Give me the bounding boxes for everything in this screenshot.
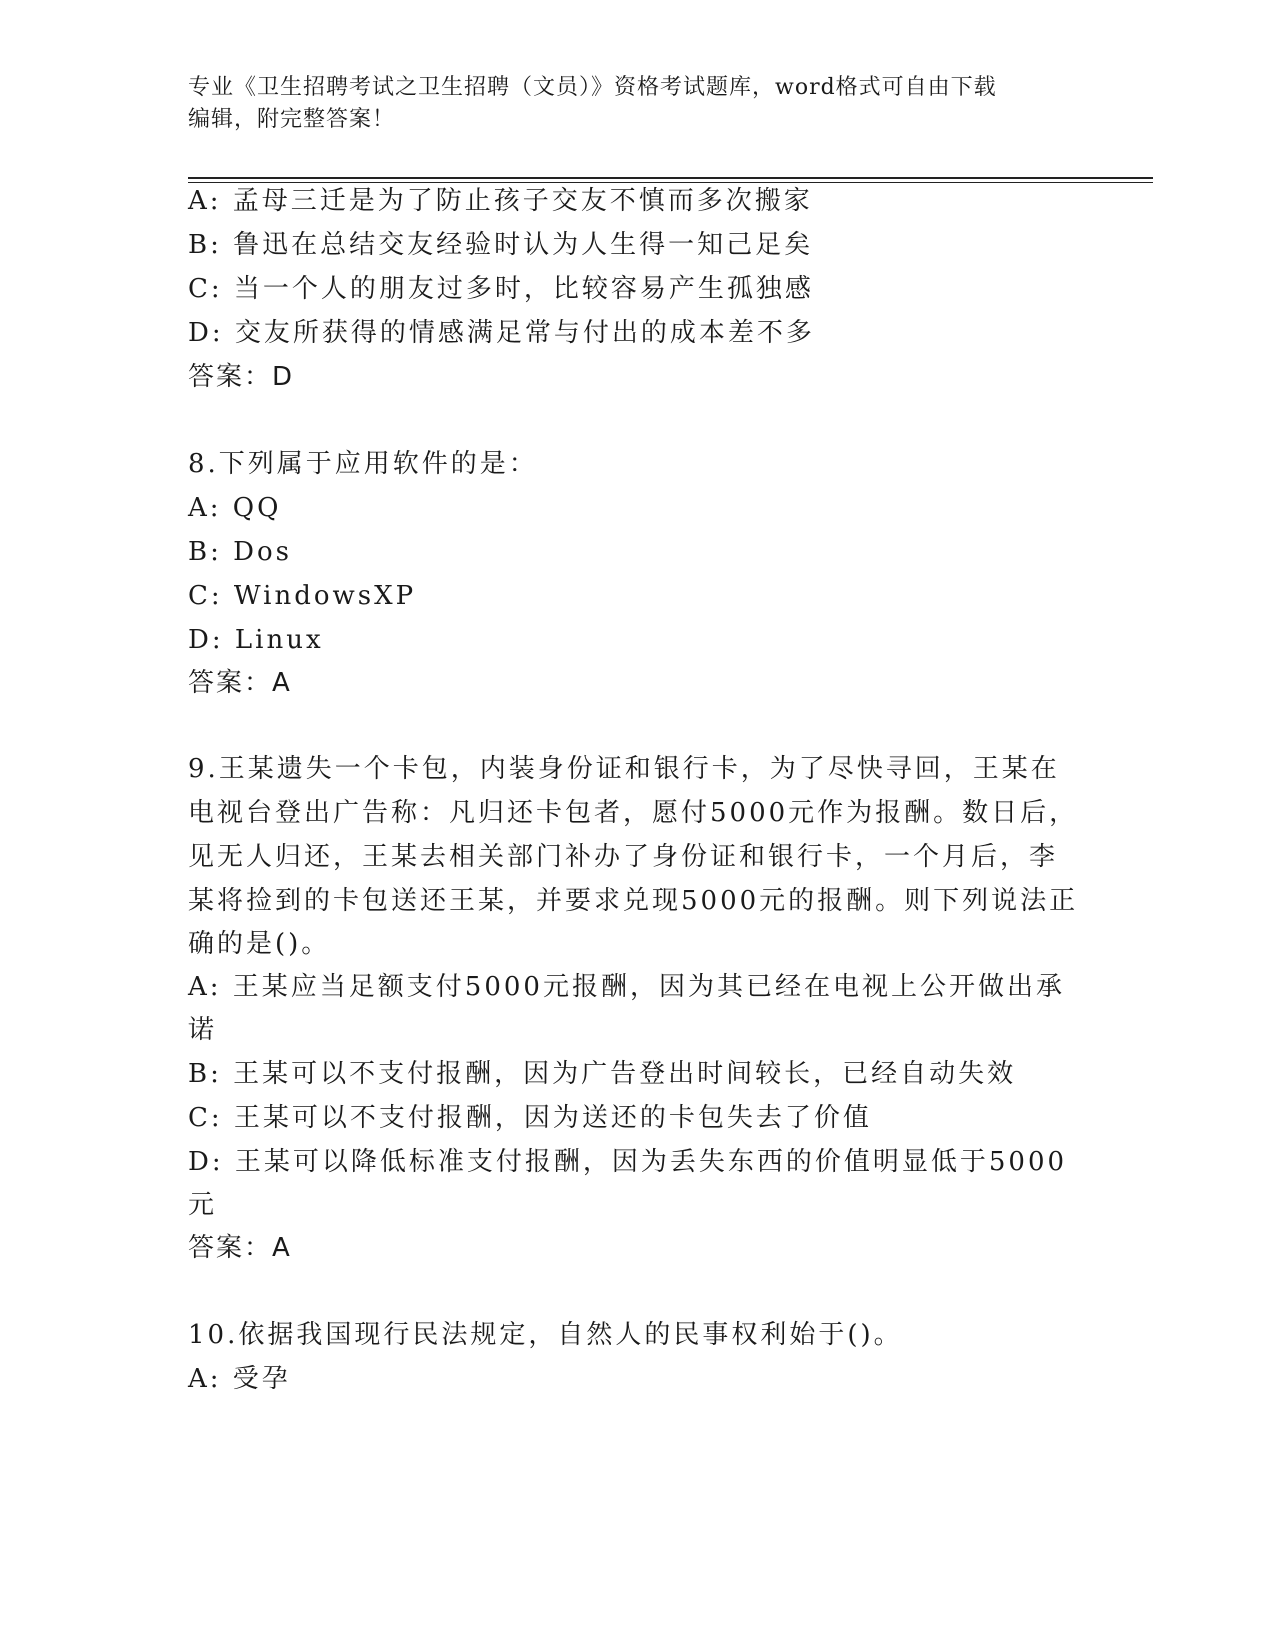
q9-answer: 答案：A bbox=[188, 1233, 292, 1263]
q7-option-b: B: 鲁迅在总结交友经验时认为人生得一知己足矣 bbox=[188, 230, 814, 260]
q10-option-a: A: 受孕 bbox=[188, 1364, 291, 1394]
q9-question-line: 某将捡到的卡包送还王某，并要求兑现5000元的报酬。则下列说法正 bbox=[188, 886, 1079, 916]
q9-question-line: 电视台登出广告称：凡归还卡包者，愿付5000元作为报酬。数日后， bbox=[188, 798, 1079, 828]
q9-option-a: A: 王某应当足额支付5000元报酬，因为其已经在电视上公开做出承 bbox=[188, 972, 1065, 1002]
q8-option-c: C: WindowsXP bbox=[188, 581, 417, 611]
header-line-1: 专业《卫生招聘考试之卫生招聘（文员）》资格考试题库，word格式可自由下载 bbox=[188, 75, 997, 100]
q9-option-c: C: 王某可以不支付报酬，因为送还的卡包失去了价值 bbox=[188, 1103, 872, 1133]
q8-question: 8.下列属于应用软件的是： bbox=[188, 449, 538, 479]
q7-option-d: D: 交友所获得的情感满足常与付出的成本差不多 bbox=[188, 318, 815, 348]
q9-option-b: B: 王某可以不支付报酬，因为广告登出时间较长，已经自动失效 bbox=[188, 1059, 1017, 1089]
q9-option-d-continued: 元 bbox=[188, 1190, 218, 1220]
header-divider-thin bbox=[188, 182, 1153, 183]
q9-question-line: 9.王某遗失一个卡包，内装身份证和银行卡，为了尽快寻回，王某在 bbox=[188, 754, 1060, 784]
q8-option-a: A: QQ bbox=[188, 493, 282, 523]
header-line-2: 编辑，附完整答案！ bbox=[188, 107, 396, 132]
q8-option-b: B: Dos bbox=[188, 537, 292, 567]
q10-question: 10.依据我国现行民法规定，自然人的民事权利始于()。 bbox=[188, 1320, 903, 1350]
q8-option-d: D: Linux bbox=[188, 625, 324, 655]
q9-question-line: 确的是()。 bbox=[188, 929, 331, 959]
header-divider-thick bbox=[188, 177, 1153, 179]
q9-option-d: D: 王某可以降低标准支付报酬，因为丢失东西的价值明显低于5000 bbox=[188, 1147, 1068, 1177]
q8-answer: 答案：A bbox=[188, 668, 292, 698]
q9-option-a-continued: 诺 bbox=[188, 1015, 218, 1045]
q7-option-a: A: 孟母三迁是为了防止孩子交友不慎而多次搬家 bbox=[188, 186, 813, 216]
q7-answer: 答案：D bbox=[188, 362, 295, 392]
q9-question-line: 见无人归还，王某去相关部门补办了身份证和银行卡，一个月后，李 bbox=[188, 842, 1059, 872]
q7-option-c: C: 当一个人的朋友过多时，比较容易产生孤独感 bbox=[188, 274, 814, 304]
document-header bbox=[188, 72, 1068, 136]
